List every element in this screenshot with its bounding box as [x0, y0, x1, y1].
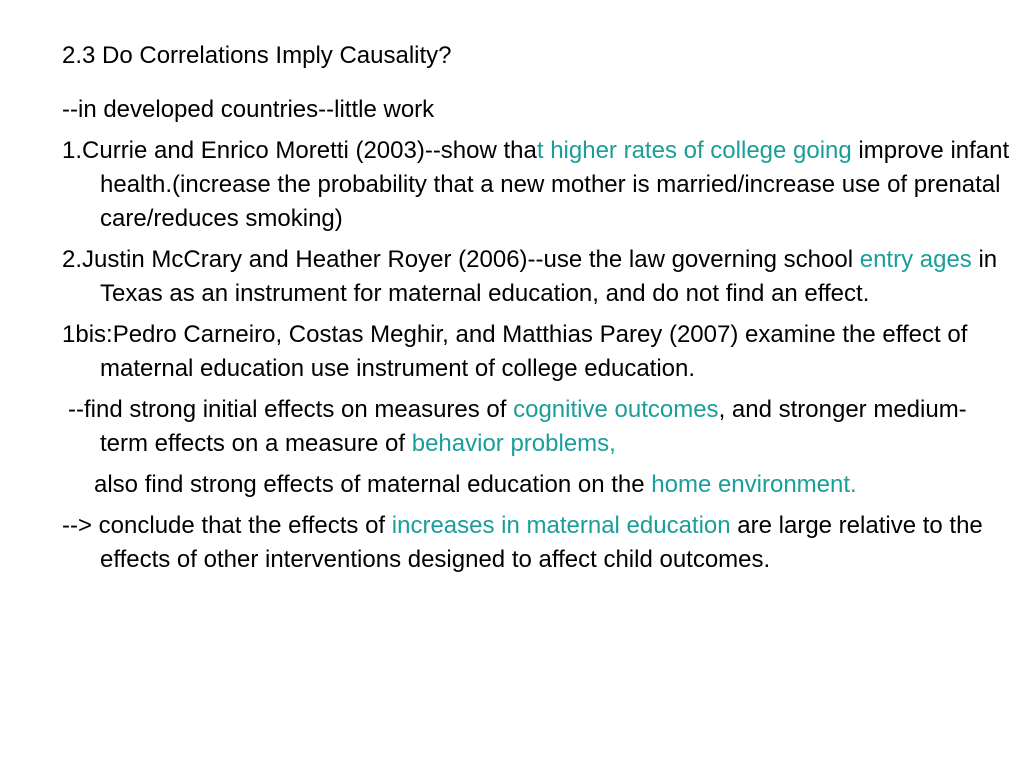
highlighted-text: home environment.: [651, 471, 857, 498]
bullet-home-environment: [62, 468, 1012, 502]
text-segment: --in developed countries--little work: [62, 96, 435, 123]
text-segment: --> conclude that the effects of: [62, 512, 392, 539]
highlighted-text: t higher rates of college going: [536, 137, 852, 164]
highlighted-text: cognitive outcomes: [513, 396, 719, 423]
highlighted-text: entry ages: [859, 246, 972, 273]
text-segment: are large relative to the effects of other interventions designed to affect child outcomes.: [100, 512, 983, 573]
bullet-find-effects: [62, 393, 1012, 461]
bullet-carneiro: [62, 318, 1012, 386]
highlighted-text: increases in maternal education: [391, 512, 731, 539]
slide-body: [62, 93, 1012, 584]
bullet-intro: [62, 93, 1012, 127]
text-segment: , and stronger medium-term effects on a measure of: [100, 396, 967, 457]
text-segment: 2.Justin McCrary and Heather Royer (2006)--use the law governing school: [62, 246, 860, 273]
bullet-currie-moretti: [62, 134, 1012, 236]
bullet-mccrary-royer: [62, 243, 1012, 311]
text-segment: improve infant health.(increase the probability that a new mother is married/increase use of prenatal care/reduces smoking): [100, 137, 1010, 232]
text-segment: also find strong effects of maternal education on the: [94, 471, 652, 498]
text-segment: --find strong initial effects on measures of: [68, 396, 514, 423]
bullet-conclusion: [62, 509, 1012, 577]
text-segment: 1bis:Pedro Carneiro, Costas Meghir, and Matthias Parey (2007) examine the effect of maternal education use instrument of college education.: [62, 321, 968, 382]
text-segment: 1.Currie and Enrico Moretti (2003)--show tha: [62, 137, 537, 164]
highlighted-text: behavior problems,: [411, 430, 616, 457]
slide-title: 2.3 Do Correlations Imply Causality?: [62, 42, 452, 69]
text-segment: in Texas as an instrument for maternal education, and do not find an effect.: [100, 246, 998, 307]
